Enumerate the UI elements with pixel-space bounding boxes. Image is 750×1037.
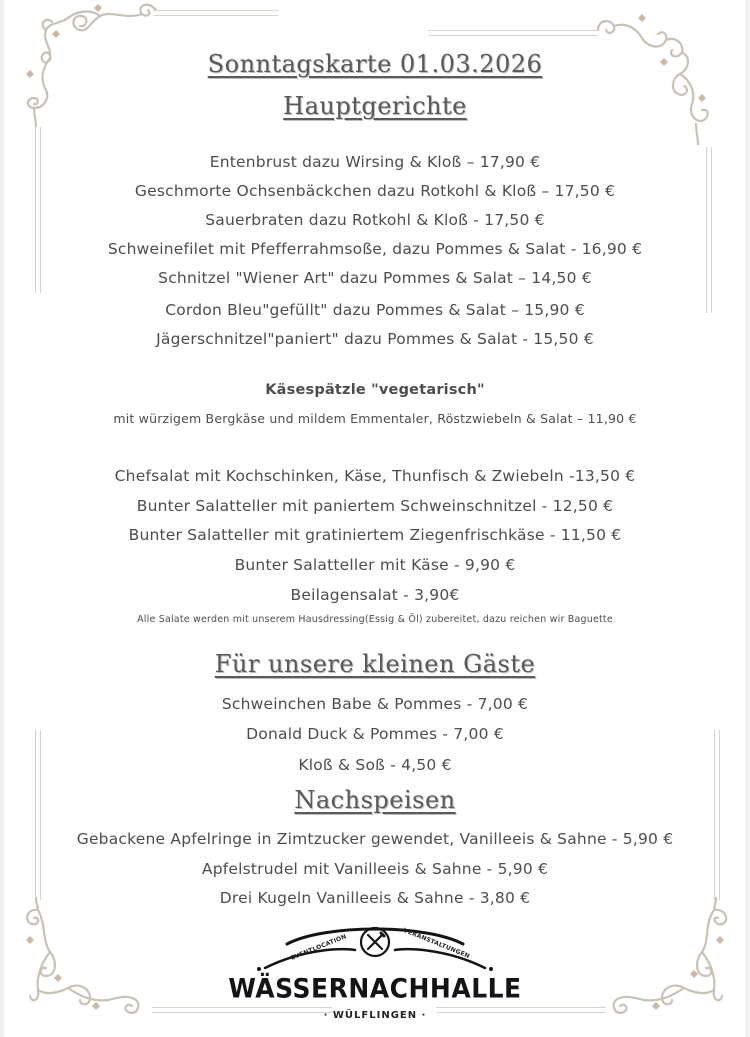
menu-item: Schweinefilet mit Pfefferrahmsoße, dazu Pommes & Salat - 16,90 € [107, 240, 643, 258]
section-title-desserts: Nachspeisen [294, 786, 456, 814]
menu-item: Donald Duck & Pommes - 7,00 € [246, 725, 504, 743]
menu-item: Geschmorte Ochsenbäckchen dazu Rotkohl & Kloß – 17,50 € [134, 182, 616, 200]
restaurant-logo [225, 918, 525, 1028]
menu-item: Sauerbraten dazu Rotkohl & Kloß - 17,50 € [205, 211, 545, 229]
top-border-right [428, 30, 598, 36]
menu-item: Cordon Bleu"gefüllt" dazu Pommes & Salat – 15,90 € [165, 301, 585, 319]
corner-flourish-bottom-left-icon [18, 896, 158, 1026]
section-title-main-dishes: Hauptgerichte [283, 92, 467, 120]
menu-item: Chefsalat mit Kochschinken, Käse, Thunfisch & Zwiebeln -13,50 € [114, 467, 636, 485]
menu-item: Schnitzel "Wiener Art" dazu Pommes & Salat – 14,50 € [158, 269, 592, 287]
menu-title: Sonntagskarte 01.03.2026 [207, 50, 543, 78]
logo-location: · WÜLFLINGEN · [323, 1010, 427, 1021]
menu-item: Kloß & Soß - 4,50 € [298, 756, 452, 774]
menu-item: Beilagensalat - 3,90€ [290, 586, 460, 604]
right-border-top [706, 147, 712, 313]
vegetarian-title: Käsespätzle "vegetarisch" [265, 382, 485, 398]
fork-knife-crossed-icon [359, 926, 391, 958]
menu-item: Bunter Salatteller mit gratiniertem Ziegenfrischkäse - 11,50 € [128, 526, 622, 544]
vegetarian-description: mit würzigem Bergkäse und mildem Emmentaler, Röstzwiebeln & Salat – 11,90 € [113, 411, 637, 426]
menu-item: Bunter Salatteller mit Käse - 9,90 € [234, 556, 516, 574]
logo-name: WÄSSERNACHHALLE [228, 973, 522, 1004]
corner-flourish-bottom-right-icon [600, 896, 735, 1026]
logo-tag-right: VERANSTALTUNGEN [402, 926, 471, 961]
menu-item: Schweinchen Babe & Pommes - 7,00 € [221, 695, 529, 713]
corner-flourish-top-right-icon [592, 8, 732, 148]
logo-tag-left: EVENTLOCATION [289, 933, 348, 962]
menu-item: Apfelstrudel mit Vanilleeis & Sahne - 5,90 € [201, 860, 549, 878]
menu-item: Jägerschnitzel"paniert" dazu Pommes & Salat - 15,50 € [156, 330, 594, 348]
menu-item: Gebackene Apfelringe in Zimtzucker gewendet, Vanilleeis & Sahne - 5,90 € [76, 830, 674, 848]
menu-item: Entenbrust dazu Wirsing & Kloß – 17,90 € [209, 153, 541, 171]
top-border-left [153, 10, 278, 16]
salad-note: Alle Salate werden mit unserem Hausdressing(Essig & Öl) zubereitet, dazu reichen wir Baguette [137, 614, 613, 625]
menu-item: Bunter Salatteller mit paniertem Schweinschnitzel - 12,50 € [136, 497, 614, 515]
menu-item: Drei Kugeln Vanilleeis & Sahne - 3,80 € [219, 889, 531, 907]
section-title-kids: Für unsere kleinen Gäste [214, 650, 536, 678]
